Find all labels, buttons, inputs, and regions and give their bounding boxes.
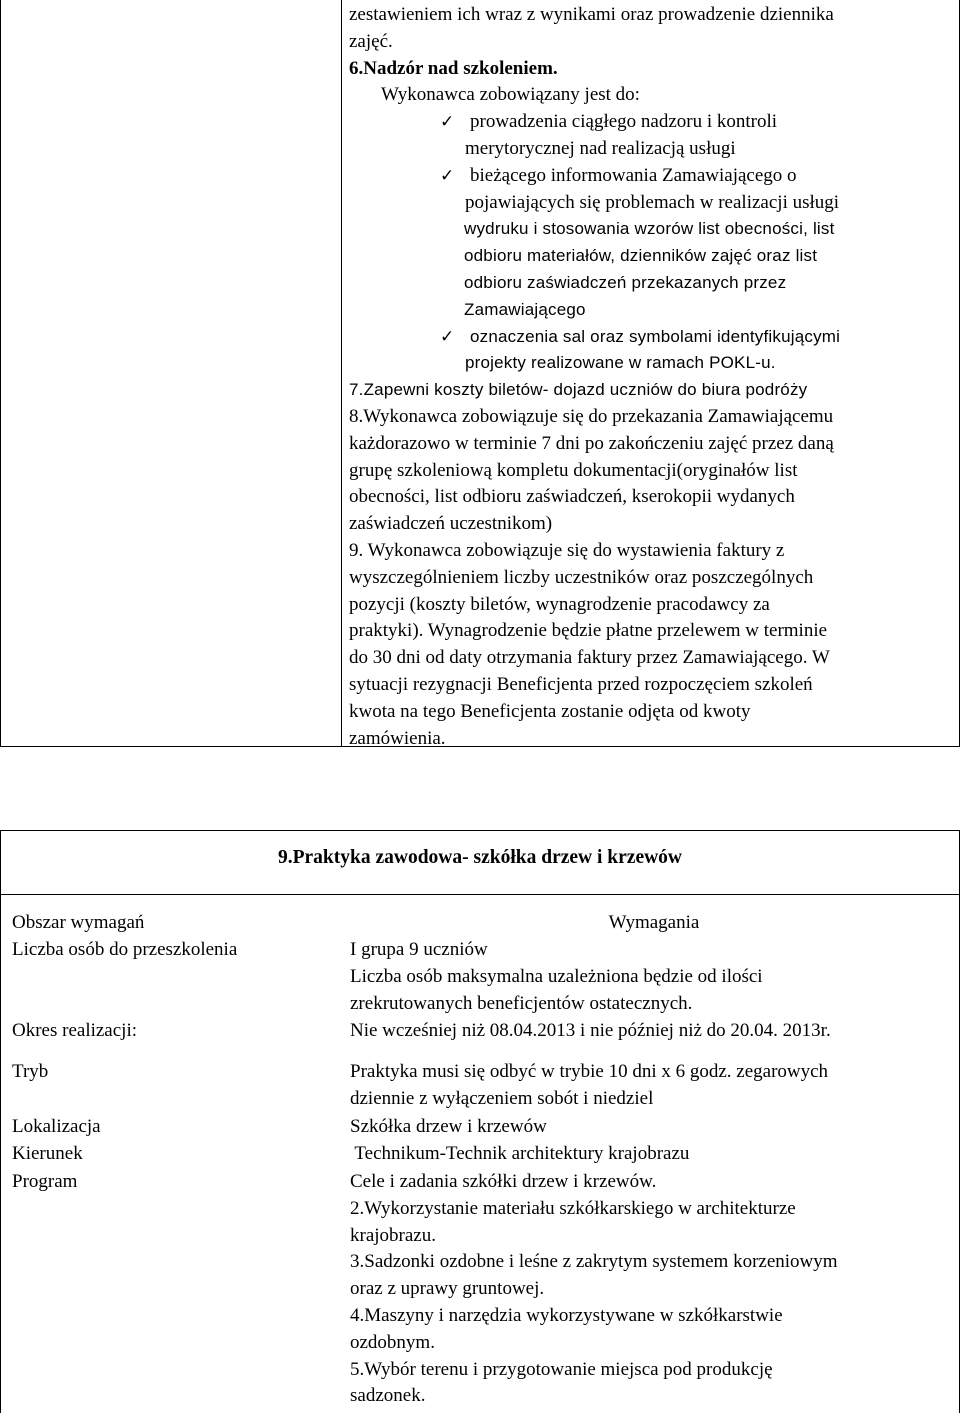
heading-supervision: 6.Nadzór nad szkoleniem. — [349, 57, 558, 79]
column-divider — [341, 0, 342, 746]
text-line: Wykonawca zobowiązany jest do: — [381, 84, 640, 106]
section-title: 9.Praktyka zawodowa- szkółka drzew i krzewów — [277, 847, 683, 868]
count-value — [350, 937, 958, 1017]
text-line: Cele i zadania szkółki drzew i krzewów. — [350, 1171, 657, 1192]
text-line: oraz z uprawy gruntowej. — [350, 1278, 545, 1300]
text-line: obecności, list odbioru zaświadczeń, kserokopii wydanych — [349, 486, 795, 508]
top-content — [349, 2, 957, 752]
text-line: I grupa 9 uczniów — [350, 939, 488, 960]
label-count: Liczba osób do przeszkolenia — [12, 939, 238, 960]
text-line: pojawiających się problemach w realizacji usługi — [465, 191, 840, 213]
list-item: ✓ prowadzenia ciągłego nadzoru i kontroli — [349, 109, 957, 136]
mode-value — [350, 1059, 958, 1113]
text-line: ozdobnym. — [350, 1331, 435, 1353]
text-line: zaświadczeń uczestnikom) — [349, 513, 553, 535]
list-item: ✓ oznaczenia sal oraz symbolami identyfikującymi — [349, 324, 957, 351]
label-mode: Tryb — [12, 1061, 49, 1082]
text-line: sadzonek. — [350, 1385, 426, 1407]
text-line: 3.Sadzonki ozdobne i leśne z zakrytym systemem korzeniowym — [350, 1251, 838, 1273]
text-line: praktyki). Wynagrodzenie będzie płatne przelewem w terminie — [349, 620, 828, 642]
text-line: zestawieniem ich wraz z wynikami oraz prowadzenie dziennika — [349, 4, 834, 25]
text-line: merytorycznej nad realizacją usługi — [465, 137, 736, 159]
text-line: każdorazowo w terminie 7 dni po zakończeniu zajęć przez daną — [349, 432, 834, 454]
check-icon: ✓ — [440, 326, 455, 346]
text-line: Zamawiającego — [464, 299, 586, 319]
text-line: dziennie z wyłączeniem sobót i niedziel — [350, 1087, 654, 1109]
text-line: zamówienia. — [349, 727, 446, 749]
text-line: do 30 dni od daty otrzymania faktury przez Zamawiającego. W — [349, 647, 830, 669]
label-period: Okres realizacji: — [12, 1020, 138, 1041]
text-line: 4.Maszyny i narzędzia wykorzystywane w szkółkarstwie — [350, 1304, 783, 1326]
header-divider — [1, 894, 959, 895]
program-value — [350, 1169, 958, 1410]
requirements-header: Wymagania — [608, 912, 700, 933]
text-line: krajobrazu. — [350, 1224, 436, 1246]
text-line: odbioru zaświadczeń przekazanych przez — [464, 272, 787, 292]
direction-value: Technikum-Technik architektury krajobrazu — [350, 1143, 690, 1164]
label-program: Program — [12, 1171, 78, 1192]
section-table — [0, 830, 960, 1413]
text-line: zrekrutowanych beneficjentów ostatecznych. — [350, 992, 693, 1014]
text-line: Praktyka musi się odbyć w trybie 10 dni x 6 godz. zegarowych — [350, 1061, 829, 1082]
text-line: kwota na tego Beneficjenta zostanie odjęta od kwoty — [349, 700, 751, 722]
text-line: 9. Wykonawca zobowiązuje się do wystawienia faktury z — [349, 539, 785, 561]
text-line: pozycji (koszty biletów, wynagrodzenie pracodawcy za — [349, 593, 770, 615]
text-line: sytuacji rezygnacji Beneficjenta przed rozpoczęciem szkoleń — [349, 673, 813, 695]
check-icon: ✓ — [440, 165, 455, 185]
text-line: projekty realizowane w ramach POKL-u. — [465, 353, 776, 373]
text-line: 2.Wykorzystanie materiału szkółkarskiego w architekturze — [350, 1197, 796, 1219]
text-line: wydruku i stosowania wzorów list obecności, list — [464, 219, 835, 239]
list-item: ✓ bieżącego informowania Zamawiającego o — [349, 163, 957, 190]
text-line: 5.Wybór terenu i przygotowanie miejsca pod produkcję — [350, 1358, 773, 1380]
label-direction: Kierunek — [12, 1143, 83, 1164]
text-line: Liczba osób maksymalna uzależniona będzie od ilości — [350, 965, 763, 987]
text-line: odbioru materiałów, dzienników zajęć oraz list — [464, 246, 818, 266]
text-line: wyszczególnieniem liczby uczestników oraz poszczególnych — [349, 566, 814, 588]
label-location: Lokalizacja — [12, 1116, 101, 1137]
location-value: Szkółka drzew i krzewów — [350, 1116, 547, 1137]
text-line: 8.Wykonawca zobowiązuje się do przekazania Zamawiającemu — [349, 405, 834, 427]
text-line: zajęć. — [349, 30, 393, 52]
text-line: grupę szkoleniową kompletu dokumentacji(oryginałów list — [349, 459, 798, 481]
check-icon: ✓ — [440, 112, 455, 132]
text-line: 7.Zapewni koszty biletów- dojazd uczniów do biura podróży — [349, 380, 808, 400]
period-value: Nie wcześniej niż 08.04.2013 i nie później niż do 20.04. 2013r. — [350, 1020, 831, 1041]
label-area: Obszar wymagań — [12, 912, 145, 933]
